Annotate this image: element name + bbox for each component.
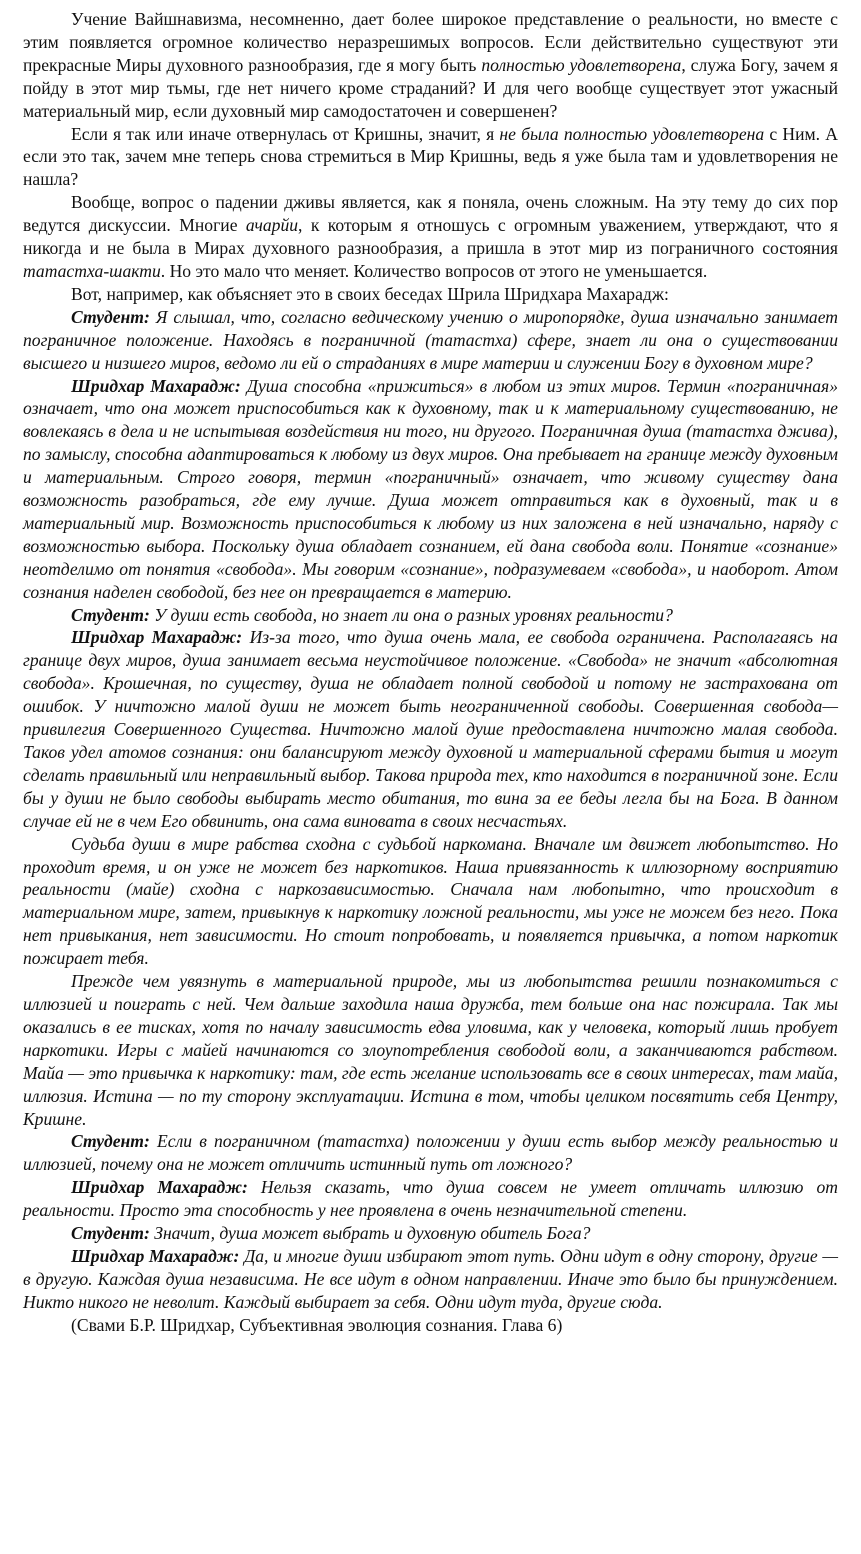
speaker-label: Студент: — [71, 1131, 150, 1152]
dialog-text: Прежде чем увязнуть в материальной природе, мы из любопытства решили познакомиться с иллюзией и поиграть с ней. Чем дальше заходила наша дружба, тем больше она нас пожирала. Так мы оказались в ее тисках, хотя по началу зависимость едва уловима, как у человека, который лишь пробует наркотики. Игры с майей начинаются со злоупотребления свободой воли, а заканчиваются рабством. Майа — это привычка к наркотику: там, где есть желание использовать все в своих интересах, там майа, иллюзия. Истина — по ту сторону эксплуатации. Истина в том, чтобы целиком посвятить себя Центру, Кришне. — [23, 971, 838, 1129]
paragraph: Вообще, вопрос о падении дживы является, как я поняла, очень сложным. На эту тему до сих пор ведутся дискуссии. Многие ачарйи, к которым я отношусь с огромным уважением, утверждают, что я никогда и не была в Мирах духовного разнообразия, а пришла в этот мир из пограничного состояния татастха-шакти. Но это мало что меняет. Количество вопросов от этого не уменьшается. — [23, 192, 838, 281]
speaker-label: Шридхар Махарадж: — [71, 627, 243, 648]
speaker-label: Шридхар Махарадж: — [71, 1245, 240, 1266]
paragraph: Вот, например, как объясняет это в своих беседах Шрила Шридхара Махарадж: — [71, 283, 669, 304]
dialog-paragraph — [23, 833, 838, 970]
source-citation: (Свами Б.Р. Шридхар, Субъективная эволюция сознания. Глава 6) — [71, 1314, 563, 1335]
dialog-text: Нельзя сказать, что душа совсем не умеет отличать иллюзию от реальности. Просто эта способность у нее проявлена в очень незначительной степени. — [23, 1177, 838, 1221]
dialog-text: Если в пограничном (татастха) положении у души есть выбор между реальностью и иллюзией, почему она не может отличить истинный путь от ложного? — [23, 1131, 838, 1175]
dialog-paragraph — [23, 1130, 838, 1176]
paragraph: Учение Вайшнавизма, несомненно, дает более широкое представление о реальности, но вместе с этим появляется огромное количество неразрешимых вопросов. Если действительно существуют эти прекрасные Миры духовного разнообразия, где я могу быть полностью удовлетворена, служа Богу, зачем я пойду в этот мир тьмы, где нет ничего кроме страданий? И для чего вообще существует этот ужасный материальный мир, если духовный мир самодостаточен и совершенен? — [23, 9, 838, 121]
dialog-paragraph — [23, 375, 838, 604]
dialog-text: Значит, душа может выбрать и духовную обитель Бога? — [149, 1223, 591, 1244]
dialog-paragraph — [23, 1176, 838, 1222]
speaker-label: Студент: — [71, 1223, 150, 1244]
dialog-paragraph — [23, 1245, 838, 1314]
paragraph: Если я так или иначе отвернулась от Кришны, значит, я не была полностью удовлетворена с Ним. А если это так, зачем мне теперь снова стремиться в Мир Кришны, ведь я уже была там и удовлетворения не нашла? — [23, 123, 839, 190]
speaker-label: Шридхар Махарадж: — [71, 375, 241, 396]
dialog-text: Судьба души в мире рабства сходна с судьбой наркомана. Вначале им движет любопытство. Но проходит время, и он уже не может без наркотиков. Наша привязанность к иллюзорному восприятию реальности (майе) сходна с наркозависимостью. Сначала нам любопытно, что происходит в материальном мире, затем, привыкнув к наркотику ложной реальности, мы уже не можем без него. Пока нет привыкания, нет зависимости. Но стоит попробовать, и появляется привычка, а потом наркотик пожирает тебя. — [23, 833, 838, 969]
speaker-label: Студент: — [71, 604, 150, 625]
dialog-paragraph — [23, 306, 838, 375]
dialog-paragraph — [23, 970, 838, 1130]
dialog-text: Душа способна «прижиться» в любом из этих миров. Термин «пограничная» означает, что она может приспособиться как к духовному, так и к материальному существованию, не вовлекаясь в дела и не испытывая воздействия ни того, ни другого. Пограничная душа (татастха джива), по замыслу, способна адаптироваться к любому из двух миров. Она пребывает на границе между духовным и материальным. Строго говоря, термин «пограничный» означает, что живому существу дана возможность разобраться, где ему лучше. Душа может отправиться как в духовный, так и в материальный мир. Возможность приспособиться к любому из них заложена в ней изначально, наряду с возможностью выбора. Поскольку душа обладает сознанием, ей дана свобода воли. Понятие «сознание» неотделимо от понятия «свобода». Мы говорим «сознание», подразумеваем «свобода», и наоборот. Атом сознания наделен свободой, без нее он превращается в материю. — [23, 375, 838, 602]
dialog-paragraph — [23, 1222, 838, 1245]
dialog-text: Я слышал, что, согласно ведическому учению о миропорядке, душа изначально занимает пограничное положение. Находясь в пограничной (татастха) сфере, знает ли она о существовании высшего и низшего миров, ведомо ли ей о страданиях в мире материи и служении Богу в духовном мире? — [23, 306, 838, 373]
dialog-text: У души есть свобода, но знает ли она о разных уровнях реальности? — [149, 604, 673, 625]
dialog-text: Да, и многие души избирают этот путь. Одни идут в одну сторону, другие — в другую. Каждая душа независима. Не все идут в одном направлении. Иначе это было бы принуждением. Никто никого не неволит. Каждый выбирает за себя. Одни идут туда, другие сюда. — [23, 1245, 838, 1312]
dialog-paragraph — [23, 626, 838, 832]
speaker-label: Шридхар Махарадж: — [71, 1177, 248, 1198]
speaker-label: Студент: — [71, 306, 150, 327]
dialog-text: Из-за того, что душа очень мала, ее свобода ограничена. Располагаясь на границе двух миров, душа занимает весьма неустойчивое положение. «Свобода» не значит «абсолютная свобода». Крошечная, по существу, душа не обладает полной свободой и потому не застрахована от ошибок. У ничтожно малой души не может быть неограниченной свободы. Совершенная свобода— привилегия Совершенного Существа. Ничтожно малой душе предоставлена ничтожно малая свобода. Таков удел атомов сознания: они балансируют между духовной и материальной сферами бытия и могут сделать правильный или неправильный выбор. Такова природа тех, кто находится в пограничной зоне. Если бы у души не было свободы выбирать место обитания, то вина за ее беды легла бы на Бога. В данном случае ей не в чем Его обвинить, она сама виновата в своих несчастьях. — [23, 627, 838, 831]
dialog-paragraph — [23, 604, 838, 627]
